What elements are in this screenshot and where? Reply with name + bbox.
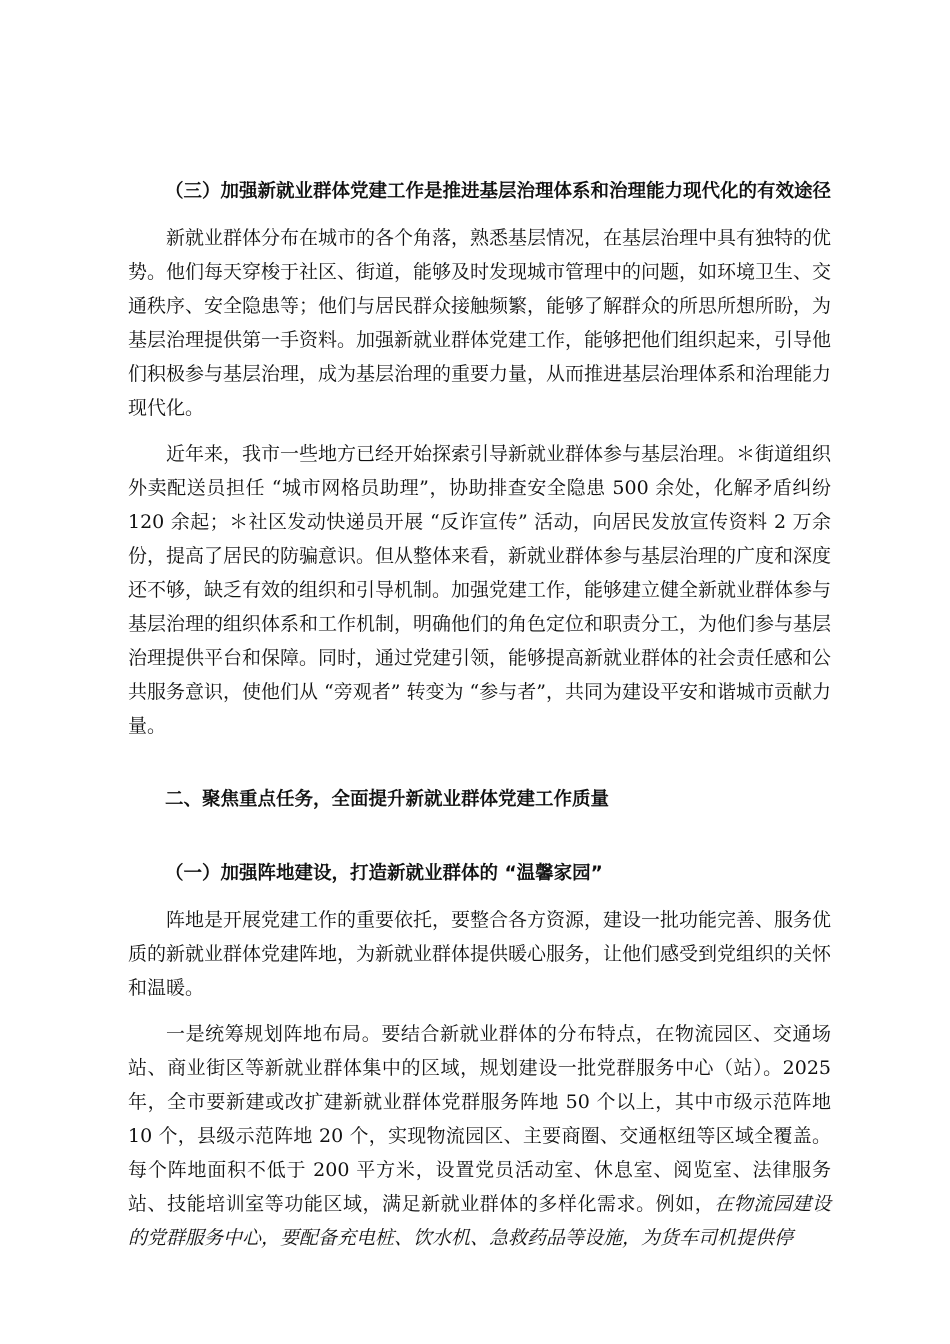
paragraph-text: 一是统筹规划阵地布局。要结合新就业群体的分布特点，在物流园区、交通场站、商业街区等新就业群体集中的区域，规划建设一批党群服务中心（站）。2025 年，全市要新建或改扩建新就业群体党群服务阵地 50 个以上，其中市级示范阵地 10 个，县级示范阵地 20 个，实现物流园区、主要商圈、交通枢纽等区域全覆盖。每个阵地面积不低于 200 平方米，设置党员活动室、休息室、阅览室、法律服务站、技能培训室等功能区域，满足新就业群体的多样化需求。例如， [128,1023,831,1215]
document-body [128,175,831,1255]
section-heading-1: （一）加强阵地建设，打造新就业群体的 “温馨家园” [165,863,603,884]
paragraph: 新就业群体分布在城市的各个角落，熟悉基层情况，在基层治理中具有独特的优势。他们每天穿梭于社区、街道，能够及时发现城市管理中的问题，如环境卫生、交通秩序、安全隐患等；他们与居民群众接触频繁，能够了解群众的所思所想所盼，为基层治理提供第一手资料。加强新就业群体党建工作，能够把他们组织起来，引导他们积极参与基层治理，成为基层治理的重要力量，从而推进基层治理体系和治理能力现代化。 [128,227,832,419]
italic-text: 在物流园建设的党群服务中心，要配备充电桩、饮水机、急救药品等设施，为货车司机提供停 [128,1193,831,1249]
part-heading-2: 二、聚焦重点任务，全面提升新就业群体党建工作质量 [165,789,610,810]
section-heading-3: （三）加强新就业群体党建工作是推进基层治理体系和治理能力现代化的有效途径 [165,181,832,202]
paragraph: 近年来，我市一些地方已经开始探索引导新就业群体参与基层治理。＊街道组织外卖配送员担任 “城市网格员助理”，协助排查安全隐患 500 余处，化解矛盾纠纷 120 余起；＊社区发动快递员开展 “反诈宣传” 活动，向居民发放宣传资料 2 万余份，提高了居民的防骗意识。但从整体来看，新就业群体参与基层治理的广度和深度还不够，缺乏有效的组织和引导机制。加强党建工作，能够建立健全新就业群体参与基层治理的组织体系和工作机制，明确他们的角色定位和职责分工，为他们参与基层治理提供平台和保障。同时，通过党建引领，能够提高新就业群体的社会责任感和公共服务意识，使他们从 “旁观者” 转变为 “参与者”，共同为建设平安和谐城市贡献力量。 [128,443,832,737]
paragraph: 阵地是开展党建工作的重要依托，要整合各方资源，建设一批功能完善、服务优质的新就业群体党建阵地，为新就业群体提供暖心服务，让他们感受到党组织的关怀和温暖。 [128,909,832,999]
paragraph [128,1017,831,1255]
